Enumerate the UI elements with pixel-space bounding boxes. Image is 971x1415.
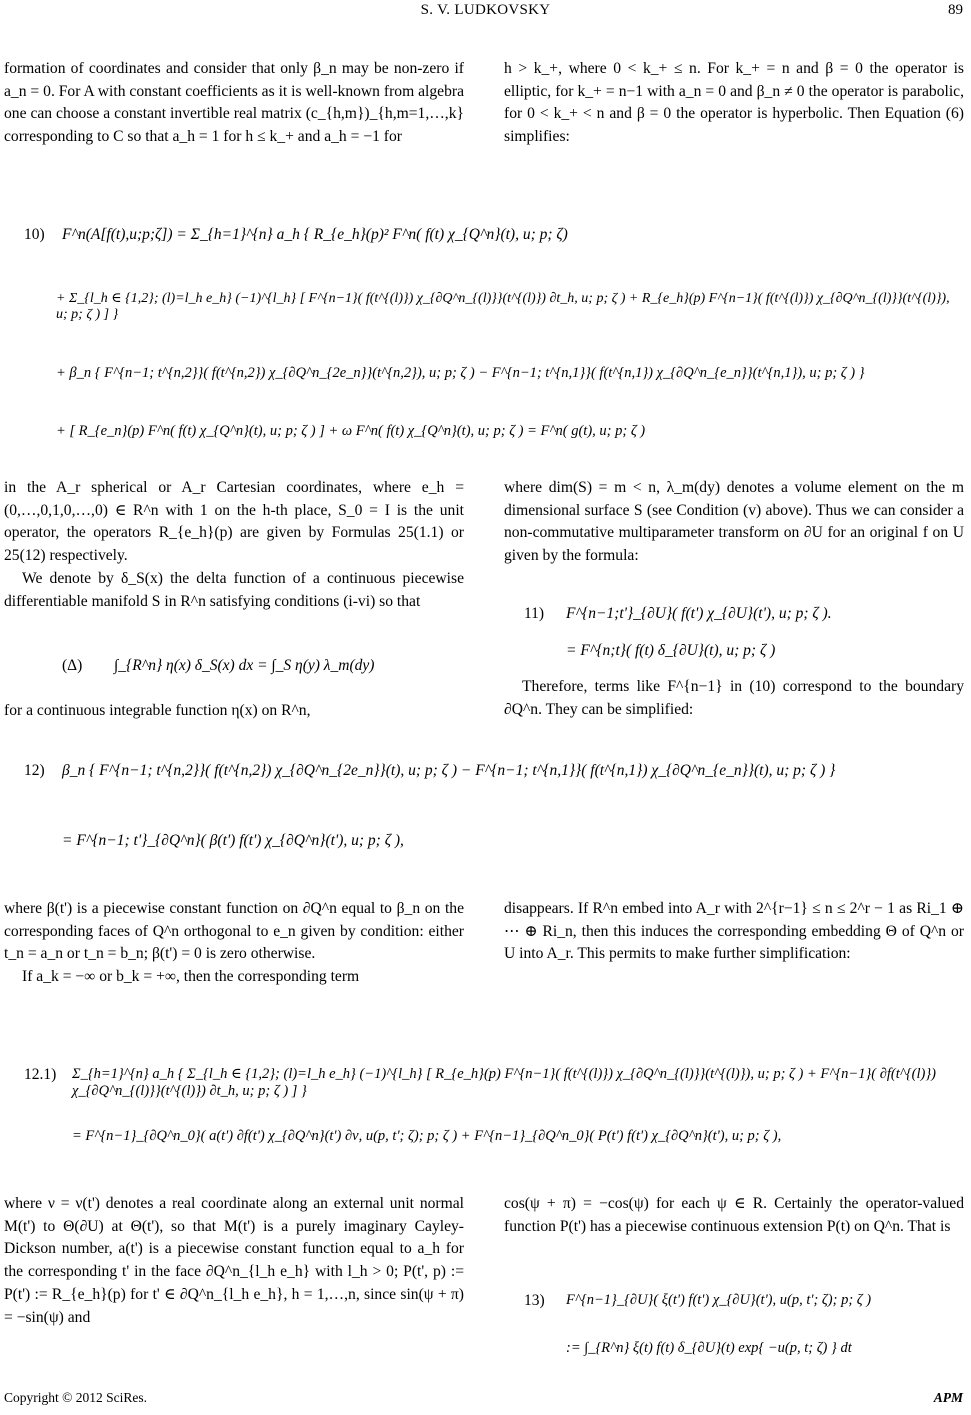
equation-10-line-2: + Σ_{l_h ∈ {1,2}; (l)=l_h e_h} (−1)^{l_h} [ F^{n−1}( f(t^{(l)}) χ_{∂Q^n_{(l)}}(t^{(l)}) ∂t_h, u; p; ζ ) + R_{e_h}(p) F^{n−1}( f(t^{(l)}) χ_{∂Q^n_{(l)}}(t^{(l)}), u; p; ζ ) ] } <box>56 291 950 322</box>
equation-12-1-label: 12.1) <box>24 1066 57 1083</box>
equation-12-label: 12) <box>24 762 45 779</box>
mid-right-text-2: Therefore, terms like F^{n−1} in (10) correspond to the boundary ∂Q^n. They can be simplified: <box>504 678 964 718</box>
mid2-left-text <box>4 898 464 989</box>
delta-equation-label: (Δ) <box>62 657 83 674</box>
copyright-footer: Copyright © 2012 SciRes. <box>4 1390 148 1405</box>
running-header: S. V. LUDKOVSKY <box>420 2 551 18</box>
top-left-paragraph: formation of coordinates and consider that only β_n may be non-zero if a_n = 0. For A with constant coefficients as it is well-known from algebra one can choose a constant invertible real matrix (c_{h,m})_{h,m=1,…,k} corresponding to C so that a_h = 1 for h ≤ k_+ and a_h = −1 for <box>4 60 464 146</box>
page-number: 89 <box>948 2 963 18</box>
equation-11-label: 11) <box>524 605 545 622</box>
equation-13-line-2: := ∫_{R^n} ξ(t) f(t) δ_{∂U}(t) exp{ −u(p, t; ζ) } dt <box>566 1340 852 1356</box>
mid2-right-text: disappears. If R^n embed into A_r with 2^{r−1} ≤ n ≤ 2^r − 1 as Ri_1 ⊕ ⋯ ⊕ Ri_n, then this induces the corresponding embedding Θ of Q^n or U into A_r. This permits to make further simplification: <box>504 900 964 963</box>
equation-10-line-4: + [ R_{e_n}(p) F^n( f(t) χ_{Q^n}(t), u; p; ζ ) ] + ω F^n( f(t) χ_{Q^n}(t), u; p; ζ ) = F^n( g(t), u; p; ζ ) <box>56 423 646 439</box>
equation-11-line-2: = F^{n;t}( f(t) δ_{∂U}(t), u; p; ζ ) <box>566 642 776 659</box>
equation-10-label: 10) <box>24 226 45 243</box>
equation-10-line-1: F^n(A[f(t),u;p;ζ]) = Σ_{h=1}^{n} a_h { R_{e_h}(p)² F^n( f(t) χ_{Q^n}(t), u; p; ζ) <box>62 226 568 243</box>
equation-11-line-1: F^{n−1;t'}_{∂U}( f(t') χ_{∂U}(t'), u; p; ζ ). <box>566 605 832 622</box>
top-right-paragraph: h > k_+, where 0 < k_+ ≤ n. For k_+ = n and β = 0 the operator is elliptic, for k_+ = n−1 with a_n = 0 and β_n ≠ 0 the operator is parabolic, for 0 < k_+ < n and β = 0 the operator is hyperbolic. Then Equation (6) simplifies: <box>504 60 964 146</box>
journal-footer: APM <box>933 1390 963 1405</box>
delta-equation: ∫_{R^n} η(x) δ_S(x) dx = ∫_S η(y) λ_m(dy) <box>114 657 375 674</box>
equation-12-line-1: β_n { F^{n−1; t^{n,2}}( f(t^{n,2}) χ_{∂Q^n_{2e_n}}(t), u; p; ζ ) − F^{n−1; t^{n,1}}( f(t^{n,1}) χ_{∂Q^n_{e_n}}(t), u; p; ζ ) } <box>62 762 836 779</box>
bottom-right-text: cos(ψ + π) = −cos(ψ) for each ψ ∈ R. Certainly the operator-valued function P(t') has a piecewise continuous extension P(t) on Q^n. That is <box>504 1195 964 1235</box>
equation-13-line-1: F^{n−1}_{∂U}( ξ(t') f(t') χ_{∂U}(t'), u(p, t'; ζ); p; ζ ) <box>566 1292 872 1308</box>
mid2-left-paragraph-2: If a_k = −∞ or b_k = +∞, then the corresponding term <box>22 968 360 986</box>
mid-left-paragraph-2: We denote by δ_S(x) the delta function of a continuous piecewise differentiable manifold S in R^n satisfying conditions (i-vi) so that <box>4 569 464 610</box>
equation-13-label: 13) <box>524 1292 545 1309</box>
equation-12-line-2: = F^{n−1; t'}_{∂Q^n}( β(t') f(t') χ_{∂Q^n}(t'), u; p; ζ ), <box>62 832 404 849</box>
mid-right-text <box>504 477 964 568</box>
mid-left-text <box>4 477 464 613</box>
equation-12-1-line-1: Σ_{h=1}^{n} a_h { Σ_{l_h ∈ {1,2}; (l)=l_h e_h} (−1)^{l_h} [ R_{e_h}(p) F^{n−1}( f(t^{(l)}) χ_{∂Q^n_{(l)}}(t^{(l)}), u; p; ζ ) + F^{n−1}( ∂f(t^{(l)}) χ_{∂Q^n_{(l)}}(t^{(l)}) ∂t_h, u; p; ζ ) ] } <box>72 1066 936 1099</box>
equation-10-line-3: + β_n { F^{n−1; t^{n,2}}( f(t^{n,2}) χ_{∂Q^n_{2e_n}}(t^{n,2}), u; p; ζ ) − F^{n−1; t^{n,1}}( f(t^{n,1}) χ_{∂Q^n_{e_n}}(t^{n,1}), u; p; ζ ) } <box>56 365 865 381</box>
mid-right-paragraph-1: where dim(S) = m < n, λ_m(dy) denotes a volume element on the m dimensional surface S (see Condition (v) above). Thus we can consider a non-commutative multiparameter transform on ∂U for an original f on U given by the formula: <box>504 479 964 565</box>
bottom-left-text: where ν = ν(t') denotes a real coordinate along an external unit normal M(t') to Θ(∂U) at Θ(t'), so that M(t') is a purely imaginary Cayley-Dickson number, a(t') is a piecewise constant function equal to a_h for the corresponding t' in the face ∂Q^n_{l_h e_h} with l_h > 0; P(t', p) := P(t') := R_{e_h}(p) for t' ∈ ∂Q^n_{l_h e_h}, h = 1,…,n, since sin(ψ + π) = −sin(ψ) and <box>4 1195 464 1326</box>
mid-left-paragraph-1: in the A_r spherical or A_r Cartesian coordinates, where e_h = (0,…,0,1,0,…,0) ∈ R^n with 1 on the h-th place, S_0 = I is the unit operator, the operators R_{e_h}(p) are given by Formulas 25(1.1) or 25(12) respectively. <box>4 479 464 565</box>
equation-12-1-line-2: = F^{n−1}_{∂Q^n_0}( a(t') ∂f(t') χ_{∂Q^n}(t') ∂ν, u(p, t'; ζ); p; ζ ) + F^{n−1}_{∂Q^n_0}( P(t') f(t') χ_{∂Q^n}(t'), u; p; ζ ), <box>72 1128 782 1144</box>
mid2-left-paragraph-1: where β(t') is a piecewise constant function on ∂Q^n equal to β_n on the corresponding faces of Q^n orthogonal to e_n given by condition: either t_n = a_n or t_n = b_n; β(t') = 0 is zero otherwise. <box>4 900 464 963</box>
mid-left-text-3: for a continuous integrable function η(x) on R^n, <box>4 702 311 719</box>
